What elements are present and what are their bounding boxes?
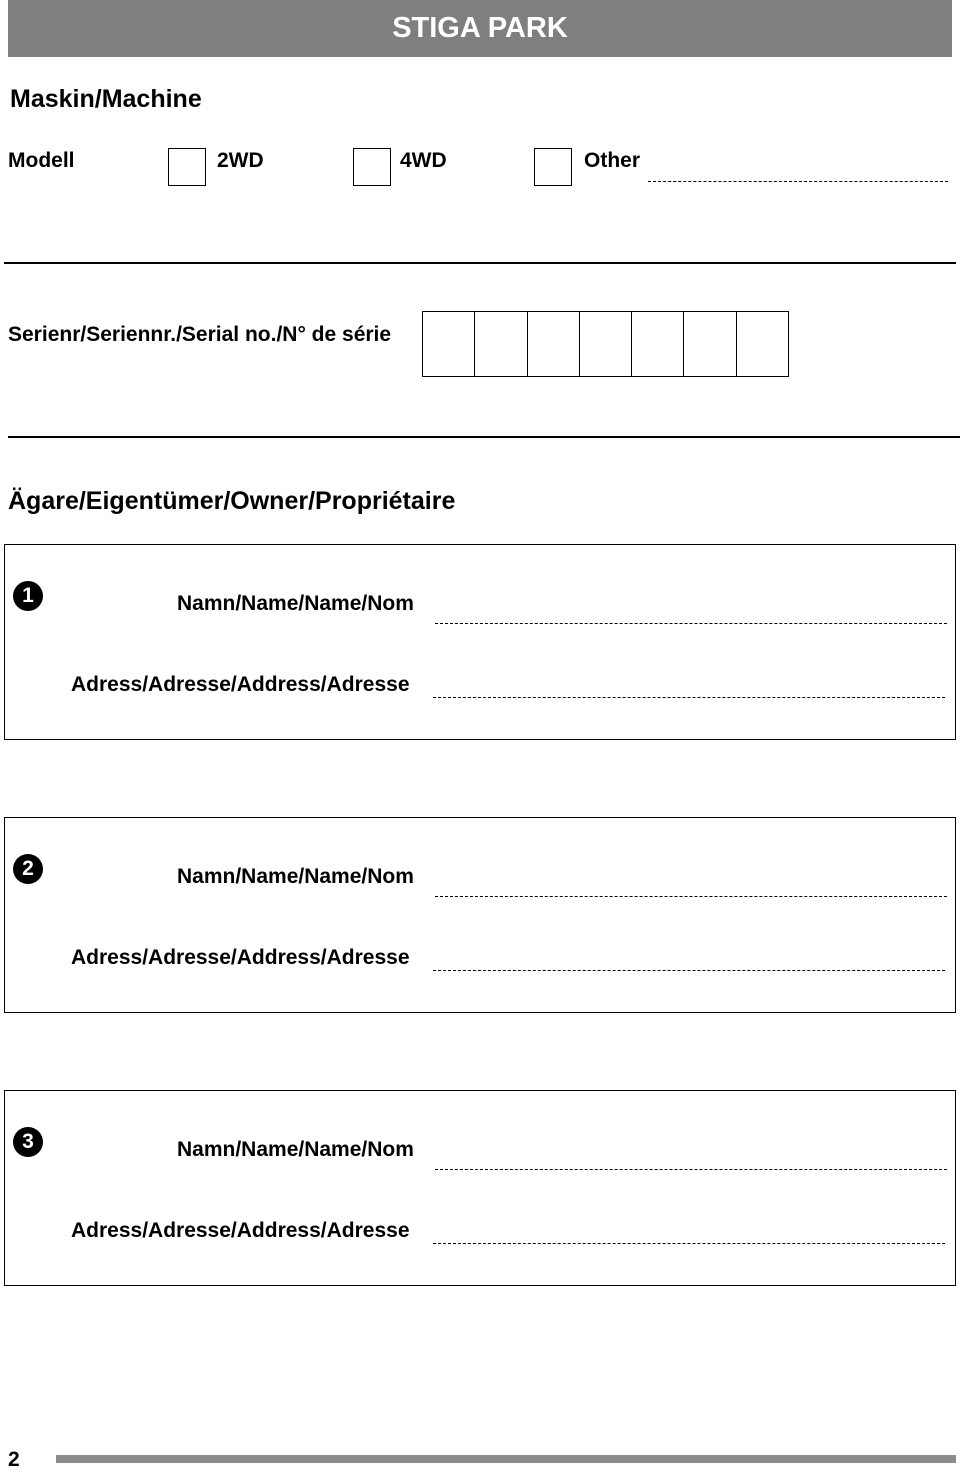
- owner-name-input-line[interactable]: [435, 896, 947, 897]
- owner-section-title: Ägare/Eigentümer/Owner/Propriétaire: [8, 487, 456, 515]
- owner-number-badge: 3: [13, 1127, 43, 1157]
- divider: [8, 436, 960, 438]
- owner-name-input-line[interactable]: [435, 1169, 947, 1170]
- serial-cell[interactable]: [475, 312, 527, 376]
- owner-name-label: Namn/Name/Name/Nom: [177, 865, 414, 888]
- option-2wd-label: 2WD: [217, 149, 264, 172]
- other-input-line[interactable]: [648, 181, 948, 182]
- option-other-label: Other: [584, 149, 641, 172]
- owner-address-label: Adress/Adresse/Address/Adresse: [71, 1219, 410, 1242]
- model-label: Modell: [8, 149, 75, 172]
- owner-address-input-line[interactable]: [433, 1243, 945, 1244]
- owner-name-label: Namn/Name/Name/Nom: [177, 1138, 414, 1161]
- owner-address-input-line[interactable]: [433, 697, 945, 698]
- serial-cell[interactable]: [528, 312, 580, 376]
- owner-address-label: Adress/Adresse/Address/Adresse: [71, 673, 410, 696]
- serial-cell[interactable]: [580, 312, 632, 376]
- owner-name-label: Namn/Name/Name/Nom: [177, 592, 414, 615]
- owner-box-3: [4, 1090, 956, 1286]
- serial-cell[interactable]: [632, 312, 684, 376]
- owner-number-badge: 1: [13, 581, 43, 611]
- machine-section-title: Maskin/Machine: [10, 85, 202, 113]
- owner-box-1: [4, 544, 956, 740]
- option-4wd-label: 4WD: [400, 149, 447, 172]
- owner-number-badge: 2: [13, 854, 43, 884]
- footer-bar: [56, 1455, 956, 1463]
- serial-cell[interactable]: [423, 312, 475, 376]
- document-title: STIGA PARK: [392, 12, 568, 44]
- checkbox-4wd[interactable]: [353, 148, 391, 186]
- divider: [4, 262, 956, 264]
- serial-cell[interactable]: [737, 312, 788, 376]
- owner-address-input-line[interactable]: [433, 970, 945, 971]
- owner-box-2: [4, 817, 956, 1013]
- owner-name-input-line[interactable]: [435, 623, 947, 624]
- checkbox-other[interactable]: [534, 148, 572, 186]
- page-number: 2: [8, 1448, 20, 1471]
- owner-address-label: Adress/Adresse/Address/Adresse: [71, 946, 410, 969]
- serial-cell[interactable]: [684, 312, 736, 376]
- checkbox-2wd[interactable]: [168, 148, 206, 186]
- serial-label: Serienr/Seriennr./Serial no./N° de série: [8, 323, 392, 346]
- serial-number-field[interactable]: [422, 311, 789, 377]
